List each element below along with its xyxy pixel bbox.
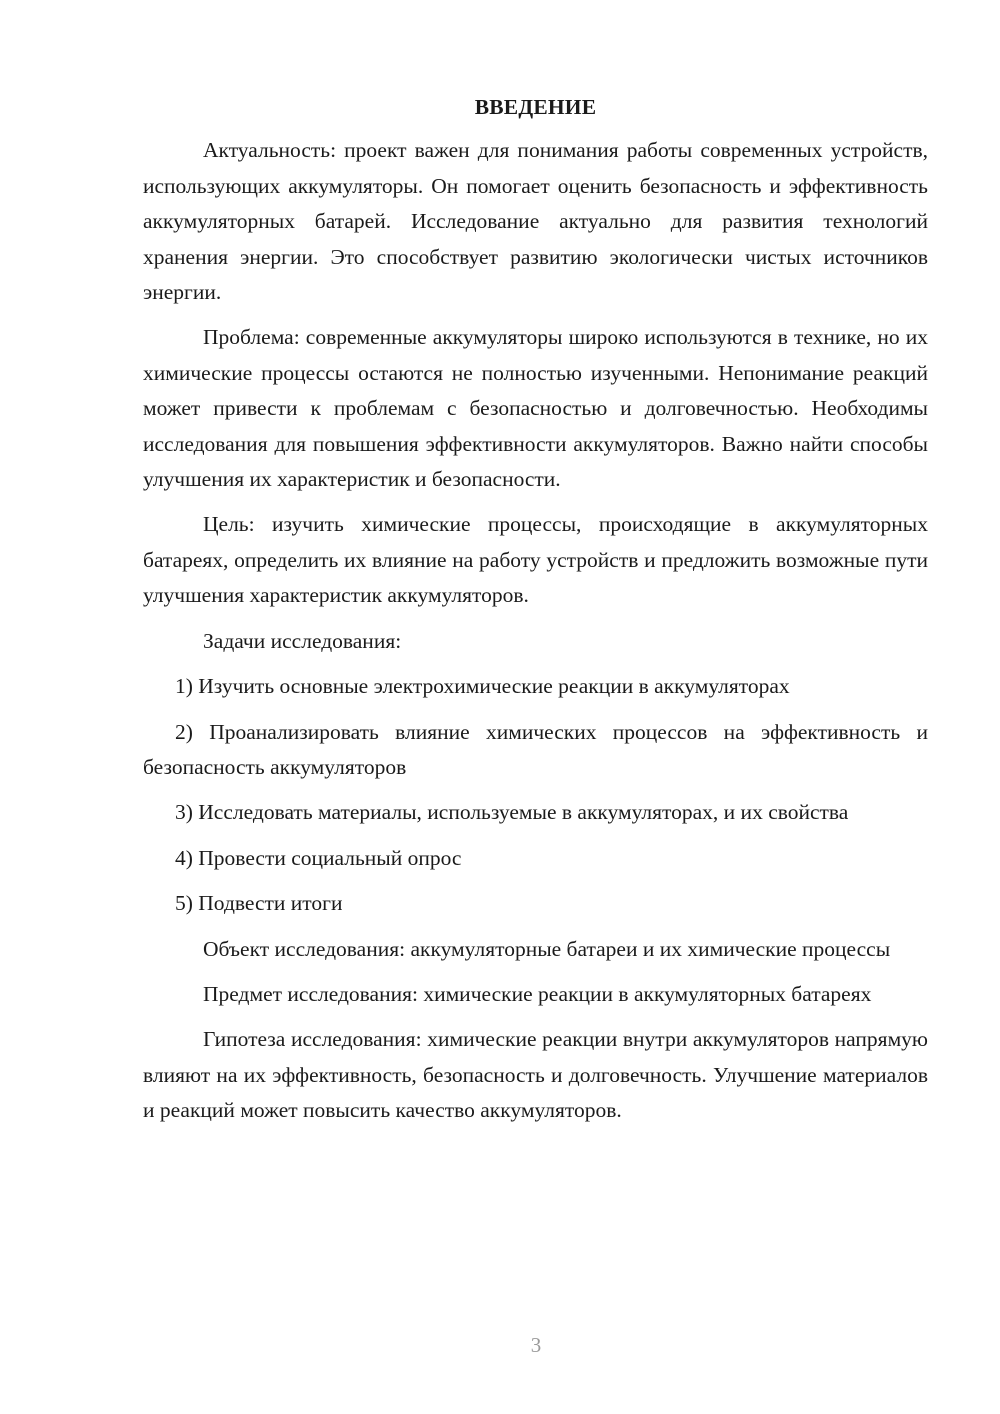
page-number: 3 [530, 1333, 542, 1357]
task-item-3: 3) Исследовать материалы, используемые в аккумуляторах, и их свойства [175, 800, 849, 825]
task-item-2: 2) Проанализировать влияние химических процессов на эффективность и безопасность аккумуляторов [143, 719, 928, 779]
paragraph-relevance: Актуальность: проект важен для понимания работы современных устройств, использующих аккумуляторы. Он помогает оценить безопасность и эффективность аккумуляторных батарей. Исследование актуально для развития технологий хранения энергии. Это способствует развитию экологически чистых источников энергии. [143, 138, 928, 305]
paragraph-subject: Предмет исследования: химические реакции в аккумуляторных батареях [203, 981, 872, 1006]
paragraph-tasks-heading: Задачи исследования: [203, 628, 402, 653]
page-content [143, 90, 928, 1139]
task-item-1: 1) Изучить основные электрохимические реакции в аккумуляторах [175, 674, 790, 699]
paragraph-object: Объект исследования: аккумуляторные батареи и их химические процессы [203, 936, 891, 961]
paragraph-problem: Проблема: современные аккумуляторы широко используются в технике, но их химические процессы остаются не полностью изученными. Непонимание реакций может привести к проблемам с безопасностью и долговечностью. Необходимы исследования для повышения эффективности аккумуляторов. Важно найти способы улучшения их характеристик и безопасности. [143, 325, 928, 492]
task-item-4: 4) Провести социальный опрос [175, 845, 462, 870]
page-title: ВВЕДЕНИЕ [474, 95, 597, 119]
task-item-5: 5) Подвести итоги [175, 891, 343, 916]
paragraph-goal: Цель: изучить химические процессы, происходящие в аккумуляторных батареях, определить их влияние на работу устройств и предложить возможные пути улучшения характеристик аккумуляторов. [143, 512, 928, 608]
paragraph-hypothesis: Гипотеза исследования: химические реакции внутри аккумуляторов напрямую влияют на их эффективность, безопасность и долговечность. Улучшение материалов и реакций может повысить качество аккумуляторов. [143, 1027, 928, 1123]
